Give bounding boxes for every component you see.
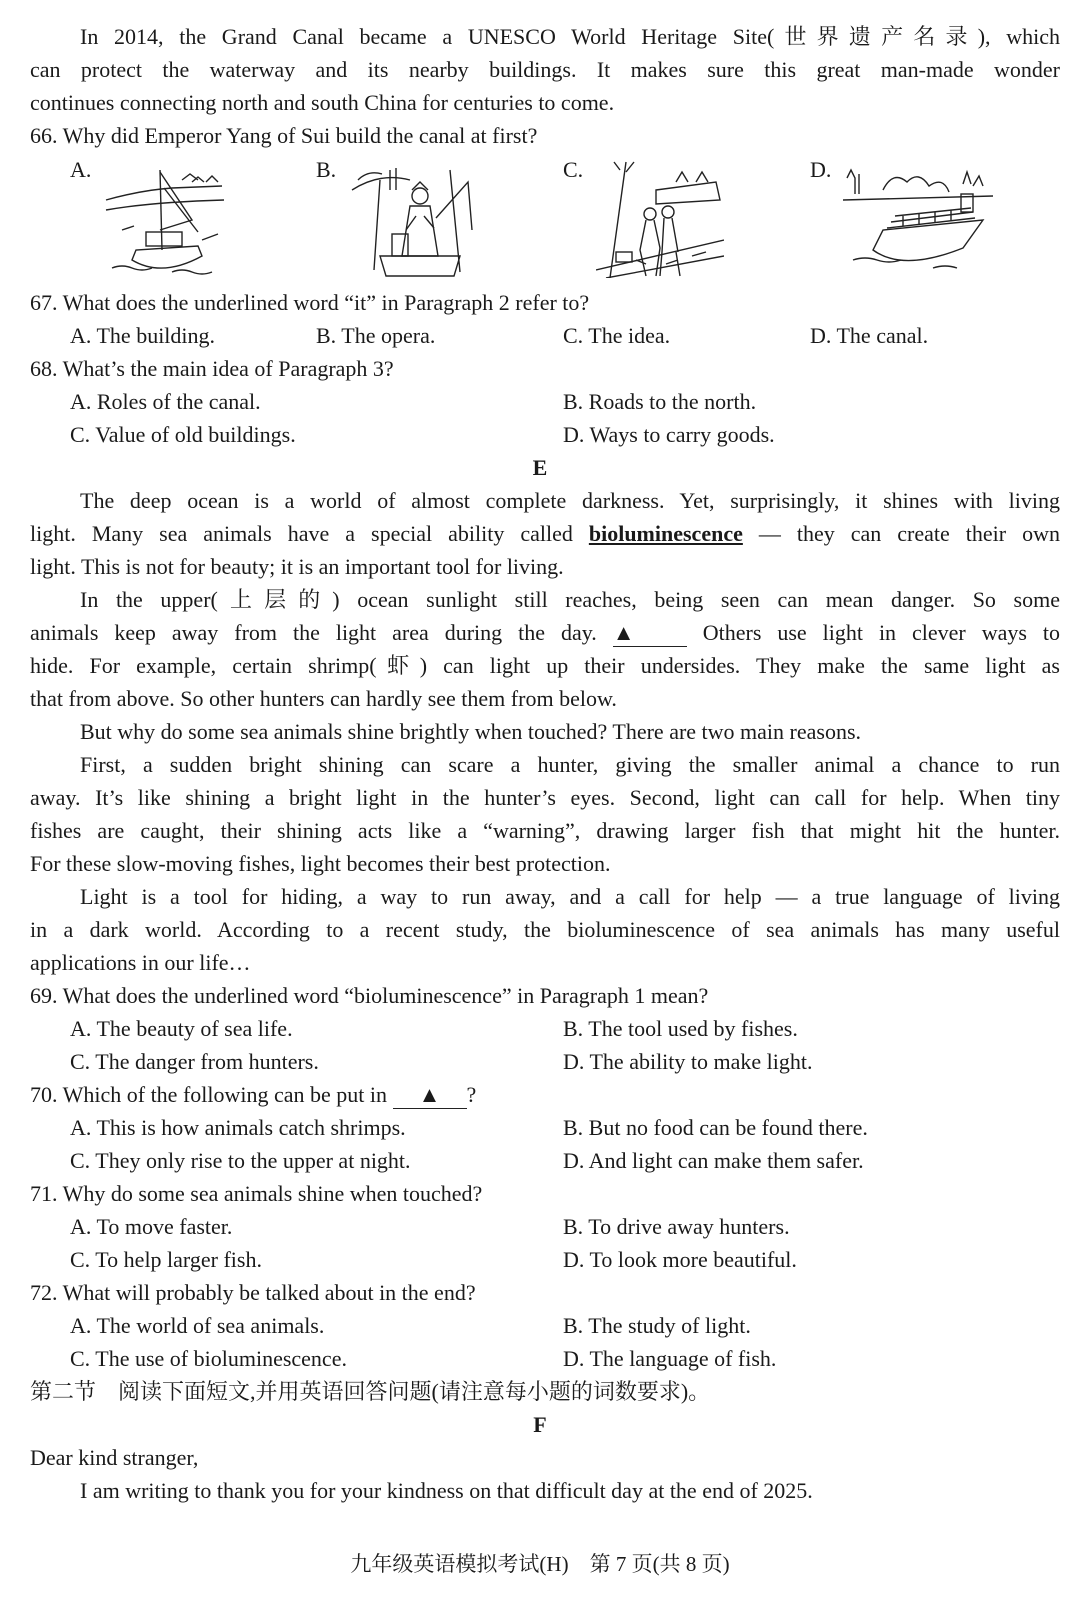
q71-option-a[interactable]: A. To move faster. xyxy=(70,1214,233,1239)
passage-e-line: in a dark world. According to a recent study, the bioluminescence of sea animals has many useful xyxy=(30,917,1060,942)
q72-option-c[interactable]: C. The use of bioluminescence. xyxy=(70,1346,347,1371)
q72-option-d[interactable]: D. The language of fish. xyxy=(563,1346,777,1371)
q70-option-a[interactable]: A. This is how animals catch shrimps. xyxy=(70,1115,406,1140)
q66-option-d-label[interactable]: D. xyxy=(810,157,832,182)
q67-option-a[interactable]: A. The building. xyxy=(70,323,216,348)
q66-option-b-label[interactable]: B. xyxy=(316,157,337,182)
question-69-stem: 69. What does the underlined word “bioluminescence” in Paragraph 1 mean? xyxy=(30,983,709,1008)
passage-e-text: — they can create their own xyxy=(742,521,1061,546)
q68-option-a[interactable]: A. Roles of the canal. xyxy=(70,389,261,414)
letter-line: I am writing to thank you for your kindness on that difficult day at the end of 2025. xyxy=(80,1478,813,1503)
q71-option-b[interactable]: B. To drive away hunters. xyxy=(563,1214,790,1239)
question-70-blank-triangle: ▲ xyxy=(393,1082,467,1109)
q66-option-a-label[interactable]: A. xyxy=(70,157,92,182)
bioluminescence-underlined-word: bioluminescence xyxy=(588,521,743,546)
passage-e-line: hide. For example, certain shrimp(虾) can light up their undersides. They make the same light as xyxy=(30,653,1060,678)
passage-e-line: light. This is not for beauty; it is an important tool for living. xyxy=(30,554,564,579)
passage-e-line: First, a sudden bright shining can scare a hunter, giving the smaller animal a chance to run xyxy=(80,752,1060,777)
question-68-stem: 68. What’s the main idea of Paragraph 3? xyxy=(30,356,394,381)
passage-e-text: light. Many sea animals have a special ability called xyxy=(30,521,589,546)
q70-option-c[interactable]: C. They only rise to the upper at night. xyxy=(70,1148,411,1173)
passage-d-line: continues connecting north and south China for centuries to come. xyxy=(30,90,615,115)
passage-e-text: Others use light in clever ways to xyxy=(702,620,1061,645)
passage-e-line xyxy=(30,616,1060,649)
q72-option-a[interactable]: A. The world of sea animals. xyxy=(70,1313,325,1338)
page-footer: 九年级英语模拟考试(H) 第 7 页(共 8 页) xyxy=(350,1552,730,1576)
question-70-text: 70. Which of the following can be put in xyxy=(30,1082,388,1107)
q66-option-c-label[interactable]: C. xyxy=(563,157,584,182)
q72-option-b[interactable]: B. The study of light. xyxy=(563,1313,751,1338)
passage-e-line: In the upper(上层的) ocean sunlight still reaches, being seen can mean danger. So some xyxy=(80,587,1060,612)
passage-e-line xyxy=(30,517,1060,550)
question-72-stem: 72. What will probably be talked about in the end? xyxy=(30,1280,476,1305)
question-70-mark: ? xyxy=(466,1082,477,1107)
q68-option-c[interactable]: C. Value of old buildings. xyxy=(70,422,296,447)
letter-greeting: Dear kind stranger, xyxy=(30,1445,199,1470)
q71-option-c[interactable]: C. To help larger fish. xyxy=(70,1247,262,1272)
passage-d-line: can protect the waterway and its nearby buildings. It makes sure this great man-made wonder xyxy=(30,57,1060,82)
q70-option-b[interactable]: B. But no food can be found there. xyxy=(563,1115,868,1140)
passage-e-line: For these slow-moving fishes, light becomes their best protection. xyxy=(30,851,611,876)
q69-option-d[interactable]: D. The ability to make light. xyxy=(563,1049,813,1074)
passage-e-line: The deep ocean is a world of almost complete darkness. Yet, surprisingly, it shines with living xyxy=(80,488,1060,513)
q66-option-d-image-cargo-ship[interactable] xyxy=(843,160,993,278)
q68-option-b[interactable]: B. Roads to the north. xyxy=(563,389,757,414)
q67-option-b[interactable]: B. The opera. xyxy=(316,323,436,348)
passage-e-line: away. It’s like shining a bright light in the hunter’s eyes. Second, light can call for help. When tiny xyxy=(30,785,1060,810)
q70-option-d[interactable]: D. And light can make them safer. xyxy=(563,1148,864,1173)
passage-e-line: that from above. So other hunters can hardly see them from below. xyxy=(30,686,617,711)
section-f-heading: F xyxy=(533,1412,547,1437)
q66-option-a-image-sailboat[interactable] xyxy=(102,160,230,278)
passage-d-line: In 2014, the Grand Canal became a UNESCO World Heritage Site(世界遗产名录), which xyxy=(80,24,1060,49)
passage-e-text: animals keep away from the light area during the day. xyxy=(30,620,597,645)
q69-option-a[interactable]: A. The beauty of sea life. xyxy=(70,1016,293,1041)
q67-option-c[interactable]: C. The idea. xyxy=(563,323,671,348)
question-67-stem: 67. What does the underlined word “it” in Paragraph 2 refer to? xyxy=(30,290,590,315)
passage-blank-triangle: ▲ xyxy=(613,620,687,647)
passage-e-line: applications in our life… xyxy=(30,950,251,975)
section-e-heading: E xyxy=(532,455,548,480)
q69-option-b[interactable]: B. The tool used by fishes. xyxy=(563,1016,798,1041)
section-2-instruction: 第二节 阅读下面短文,并用英语回答问题(请注意每小题的词数要求)。 xyxy=(30,1379,711,1404)
question-71-stem: 71. Why do some sea animals shine when touched? xyxy=(30,1181,483,1206)
passage-e-line: Light is a tool for hiding, a way to run away, and a call for help — a true language of living xyxy=(80,884,1060,909)
question-70-stem xyxy=(30,1078,1060,1111)
q66-option-b-image-emperor-on-boat[interactable] xyxy=(350,160,478,278)
q71-option-d[interactable]: D. To look more beautiful. xyxy=(563,1247,797,1272)
q66-option-c-image-tourists-by-city-wall[interactable] xyxy=(596,160,724,278)
passage-e-line: fishes are caught, their shining acts like a “warning”, drawing larger fish that might hit the hunter. xyxy=(30,818,1060,843)
question-66-stem: 66. Why did Emperor Yang of Sui build the canal at first? xyxy=(30,123,538,148)
q68-option-d[interactable]: D. Ways to carry goods. xyxy=(563,422,775,447)
q67-option-d[interactable]: D. The canal. xyxy=(810,323,929,348)
q69-option-c[interactable]: C. The danger from hunters. xyxy=(70,1049,319,1074)
passage-e-line: But why do some sea animals shine brightly when touched? There are two main reasons. xyxy=(80,719,862,744)
